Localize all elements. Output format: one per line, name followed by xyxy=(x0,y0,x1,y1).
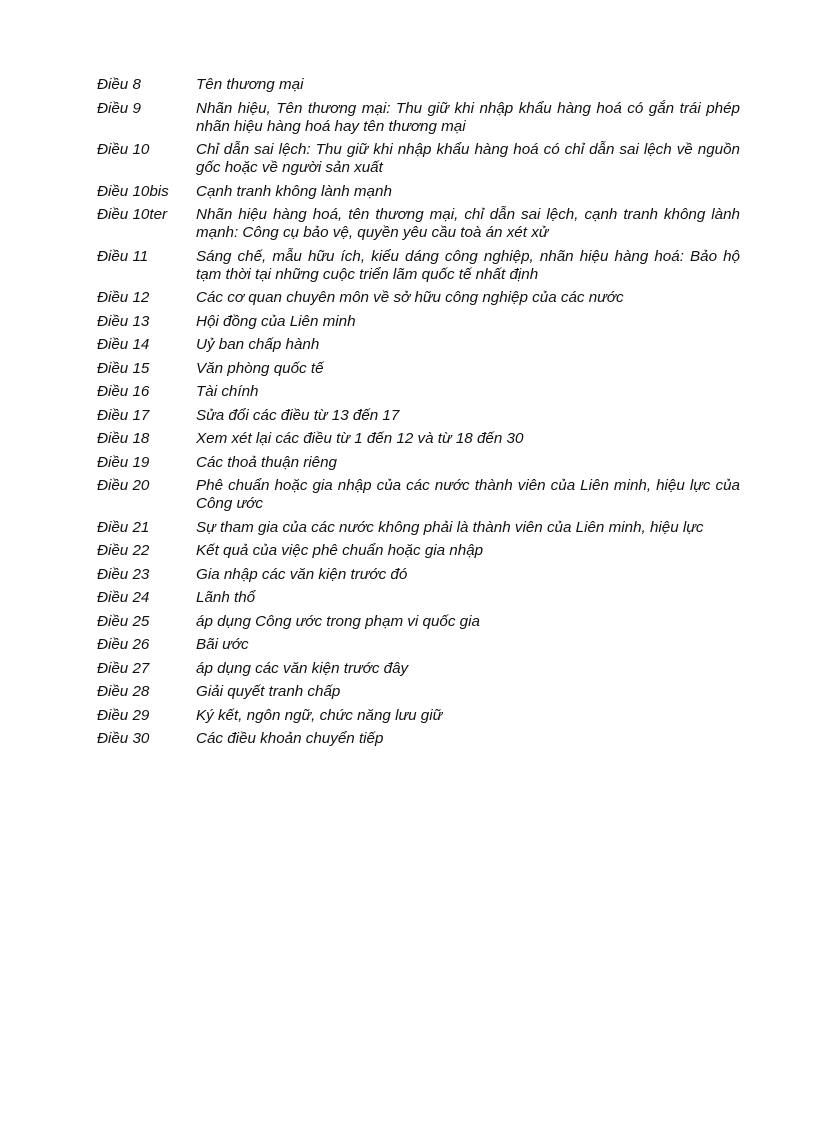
article-row xyxy=(97,683,740,701)
article-row xyxy=(97,707,740,725)
article-title: Cạnh tranh không lành mạnh xyxy=(196,182,392,200)
article-row xyxy=(97,660,740,678)
article-number: Điều 18 xyxy=(97,430,150,447)
article-title: Sự tham gia của các nước không phải là thành viên của Liên minh, hiệu lực xyxy=(196,518,704,536)
article-title: Gia nhập các văn kiện trước đó xyxy=(196,565,408,583)
article-number: Điều 27 xyxy=(97,659,150,677)
article-number: Điều 11 xyxy=(97,247,149,265)
article-number: Điều 14 xyxy=(97,336,150,353)
article-number: Điều 26 xyxy=(97,636,150,653)
article-title: Kết quả của việc phê chuẩn hoặc gia nhập xyxy=(196,542,484,559)
article-number: Điều 28 xyxy=(97,683,150,700)
article-title: Nhãn hiệu hàng hoá, tên thương mại, chỉ dẫn sai lệch, cạnh tranh không lành mạnh: Công cụ bảo vệ, quyền yêu cầu toà án xét xử xyxy=(196,206,740,241)
article-title: Uỷ ban chấp hành xyxy=(196,336,320,353)
article-number: Điều 8 xyxy=(97,76,141,93)
article-row xyxy=(97,383,740,401)
article-title: Lãnh thổ xyxy=(196,589,256,606)
article-row xyxy=(97,206,740,242)
article-number: Điều 12 xyxy=(97,289,150,306)
article-number: Điều 20 xyxy=(97,477,150,494)
article-number: Điều 19 xyxy=(97,453,150,471)
article-number: Điều 17 xyxy=(97,406,150,424)
article-number: Điều 29 xyxy=(97,706,150,724)
article-number: Điều 9 xyxy=(97,99,141,117)
article-row xyxy=(97,313,740,331)
article-title: Bãi ước xyxy=(196,636,249,653)
article-title: Ký kết, ngôn ngữ, chức năng lưu giữ xyxy=(196,706,443,724)
article-title: Phê chuẩn hoặc gia nhập của các nước thành viên của Liên minh, hiệu lực của Công ước xyxy=(196,477,740,512)
article-number: Điều 30 xyxy=(97,730,150,747)
article-row xyxy=(97,407,740,425)
article-number: Điều 22 xyxy=(97,542,150,559)
article-number: Điều 10ter xyxy=(97,206,168,223)
article-row xyxy=(97,730,740,748)
article-number: Điều 23 xyxy=(97,565,150,583)
article-title: Hội đồng của Liên minh xyxy=(196,312,356,330)
article-row xyxy=(97,141,740,177)
article-row xyxy=(97,336,740,354)
article-title: Văn phòng quốc tế xyxy=(196,359,324,377)
article-row xyxy=(97,613,740,631)
article-title: áp dụng các văn kiện trước đây xyxy=(196,659,409,677)
article-row xyxy=(97,636,740,654)
article-title: Chỉ dẫn sai lệch: Thu giữ khi nhập khẩu hàng hoá có chỉ dẫn sai lệch về nguồn gốc hoặc về người sản xuất xyxy=(196,141,740,176)
article-row xyxy=(97,477,740,513)
article-row xyxy=(97,542,740,560)
article-title: Sáng chế, mẫu hữu ích, kiểu dáng công nghiệp, nhãn hiệu hàng hoá: Bảo hộ tạm thời tại những cuộc triển lãm quốc tế nhất định xyxy=(196,247,740,283)
article-number: Điều 21 xyxy=(97,518,150,536)
article-title: Tài chính xyxy=(196,383,259,400)
article-row xyxy=(97,454,740,472)
article-row xyxy=(97,248,740,284)
article-row xyxy=(97,360,740,378)
article-title: Các cơ quan chuyên môn về sở hữu công nghiệp của các nước xyxy=(196,289,624,306)
article-number: Điều 10bis xyxy=(97,182,169,200)
article-list xyxy=(97,76,740,754)
article-title: Xem xét lại các điều từ 1 đến 12 và từ 18 đến 30 xyxy=(196,430,524,447)
article-row xyxy=(97,289,740,307)
article-number: Điều 15 xyxy=(97,359,150,377)
article-title: Các thoả thuận riêng xyxy=(196,453,338,471)
article-row xyxy=(97,100,740,136)
article-title: Nhãn hiệu, Tên thương mại: Thu giữ khi nhập khẩu hàng hoá có gắn trái phép nhãn hiệu hàng hoá hay tên thương mại xyxy=(196,99,740,135)
article-row xyxy=(97,589,740,607)
article-number: Điều 16 xyxy=(97,383,150,400)
article-row xyxy=(97,183,740,201)
article-row xyxy=(97,566,740,584)
article-title: Tên thương mại xyxy=(196,76,304,93)
article-number: Điều 25 xyxy=(97,612,150,630)
article-number: Điều 13 xyxy=(97,312,150,330)
article-title: Các điều khoản chuyển tiếp xyxy=(196,730,384,747)
article-title: Giải quyết tranh chấp xyxy=(196,683,341,700)
article-title: Sửa đổi các điều từ 13 đến 17 xyxy=(196,406,400,424)
article-row xyxy=(97,430,740,448)
article-number: Điều 10 xyxy=(97,141,150,158)
article-number: Điều 24 xyxy=(97,589,150,606)
article-row xyxy=(97,76,740,94)
article-row xyxy=(97,519,740,537)
article-title: áp dụng Công ước trong phạm vi quốc gia xyxy=(196,612,480,630)
